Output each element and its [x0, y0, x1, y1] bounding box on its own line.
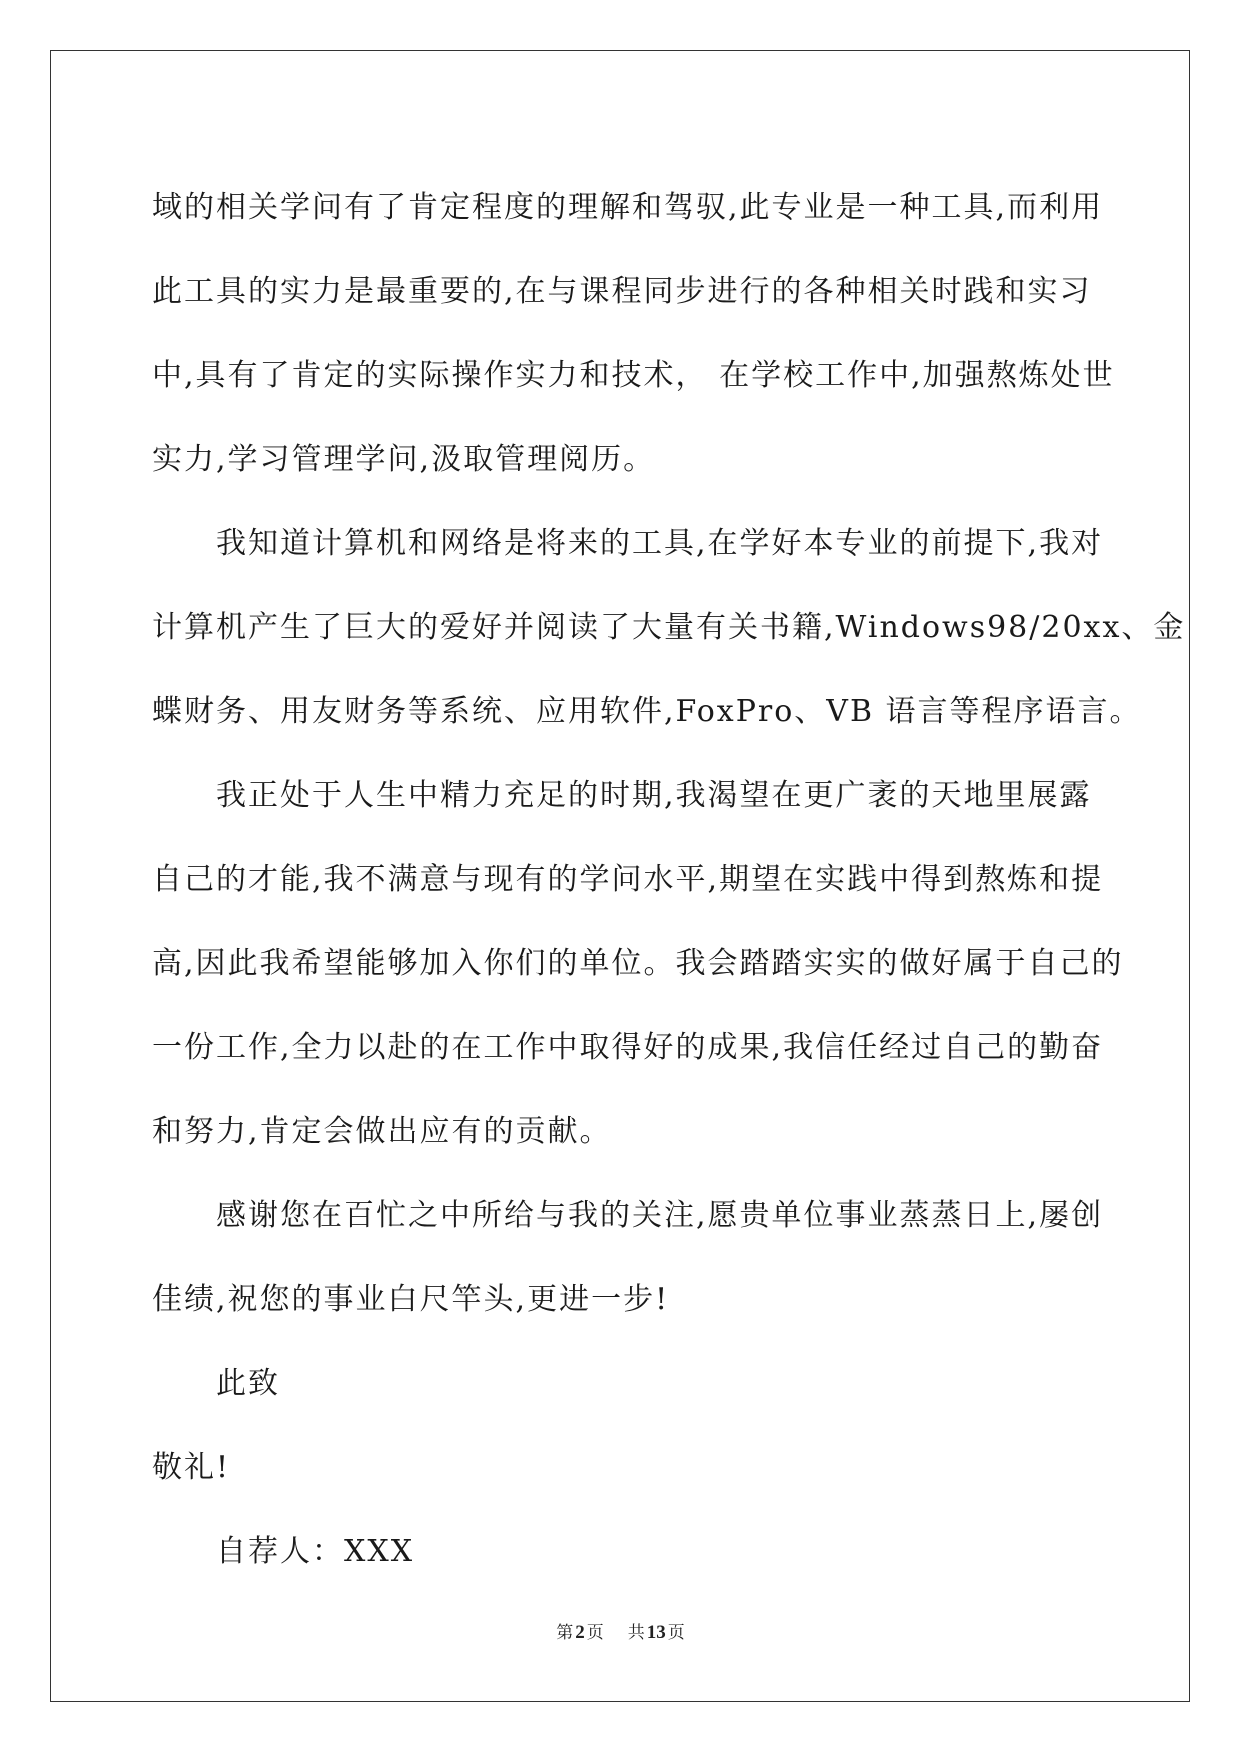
paragraph-line: 计算机产生了巨大的爱好并阅读了大量有关书籍,Windows98/20xx、金 — [152, 610, 1186, 645]
total-prefix: 共 — [627, 1623, 645, 1643]
signature-line: 自荐人：XXX — [216, 1534, 415, 1569]
paragraph-line: 域的相关学问有了肯定程度的理解和驾驭,此专业是一种工具,而利用 — [152, 190, 1104, 225]
document-body — [152, 166, 1186, 1594]
paragraph-line: 一份工作,全力以赴的在工作中取得好的成果,我信任经过自己的勤奋 — [152, 1030, 1104, 1065]
paragraph-line: 高,因此我希望能够加入你们的单位。我会踏踏实实的做好属于自己的 — [152, 946, 1124, 981]
page-number: 2 — [575, 1622, 585, 1643]
total-suffix: 页 — [667, 1623, 685, 1643]
paragraph-line: 蝶财务、用友财务等系统、应用软件,FoxPro、VB 语言等程序语言。 — [152, 694, 1142, 729]
closing-salutation: 此致 — [216, 1366, 280, 1401]
paragraph-line: 此工具的实力是最重要的,在与课程同步进行的各种相关时践和实习 — [152, 274, 1092, 309]
page-footer — [0, 1618, 1241, 1644]
paragraph-line: 自己的才能,我不满意与现有的学问水平,期望在实践中得到熬炼和提 — [152, 862, 1104, 897]
closing-regards: 敬礼! — [152, 1450, 231, 1485]
paragraph-line: 佳绩,祝您的事业白尺竿头,更进一步! — [152, 1282, 670, 1317]
page-prefix: 第 — [556, 1623, 574, 1643]
paragraph-line: 我正处于人生中精力充足的时期,我渴望在更广袤的天地里展露 — [216, 778, 1092, 813]
paragraph-line: 我知道计算机和网络是将来的工具,在学好本专业的前提下,我对 — [216, 526, 1104, 561]
page-suffix: 页 — [586, 1623, 604, 1643]
paragraph-line: 实力,学习管理学问,汲取管理阅历。 — [152, 442, 656, 477]
paragraph-line: 中,具有了肯定的实际操作实力和技术， 在学校工作中,加强熬炼处世 — [152, 358, 1115, 393]
total-pages: 13 — [646, 1622, 666, 1643]
paragraph-line: 感谢您在百忙之中所给与我的关注,愿贵单位事业蒸蒸日上,屡创 — [216, 1198, 1104, 1233]
paragraph-line: 和努力,肯定会做出应有的贡献。 — [152, 1114, 612, 1149]
